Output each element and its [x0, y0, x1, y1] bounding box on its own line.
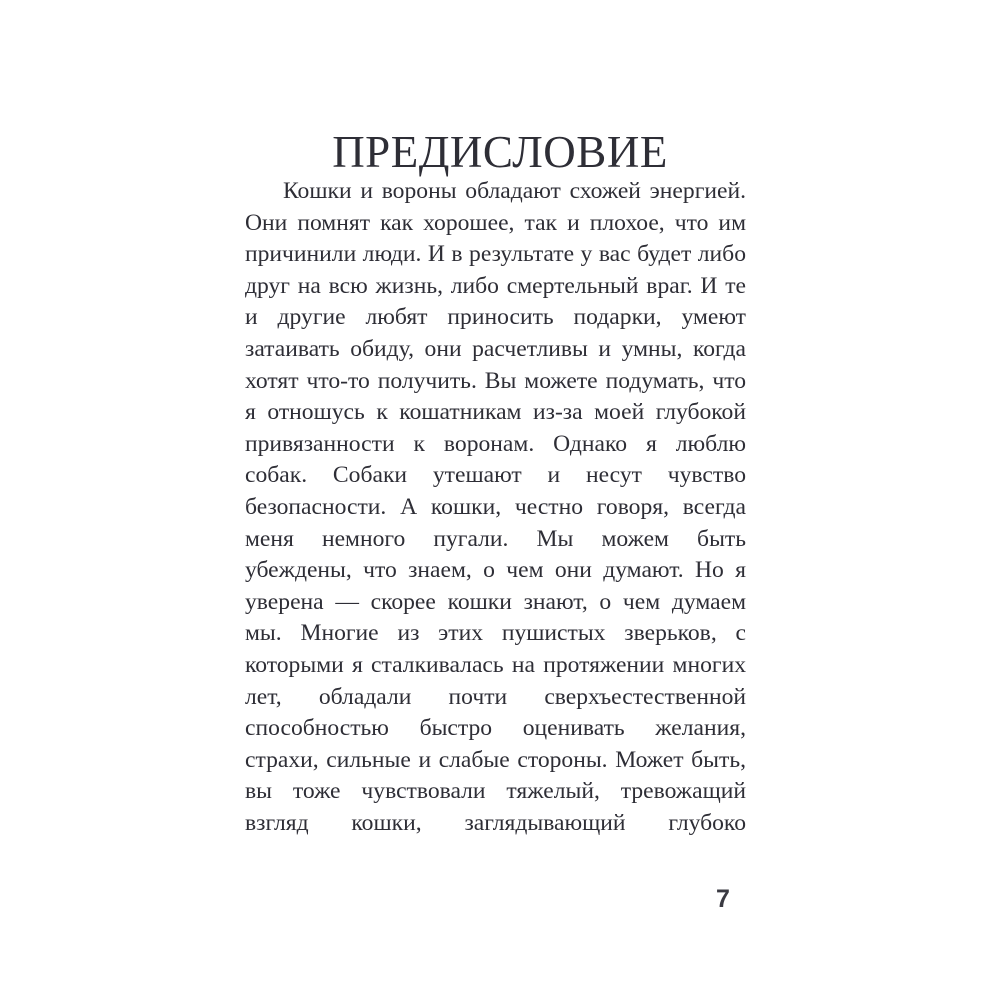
page-number: 7	[716, 885, 730, 913]
body-text-block	[245, 176, 746, 871]
page-title: ПРЕДИСЛОВИЕ	[332, 127, 668, 178]
body-paragraph: Кошки и вороны обладают схожей энергией. Они помнят как хорошее, так и плохое, что им причинили люди. И в результате у вас будет либо друг на всю жизнь, либо смертельный враг. И те и другие любят приносить подарки, умеют затаивать обиду, они расчетливы и умны, когда хотят что-то получить. Вы можете подумать, что я отношусь к кошатникам из-за моей глубокой привязанности к воронам. Однако я люблю собак. Собаки утешают и несут чувство безопасности. А кошки, честно говоря, всегда меня немного пугали. Мы можем быть убеждены, что знаем, о чем они думают. Но я уверена — скорее кошки знают, о чем думаем мы. Многие из этих пушистых зверьков, с которыми я сталкивалась на протяжении многих лет, обладали почти сверхъестественной способностью быстро оценивать желания, страхи, сильные и слабые стороны. Может быть, вы тоже чувствовали тяжелый, тревожащий взгляд кошки, заглядывающий глубоко	[245, 178, 746, 836]
